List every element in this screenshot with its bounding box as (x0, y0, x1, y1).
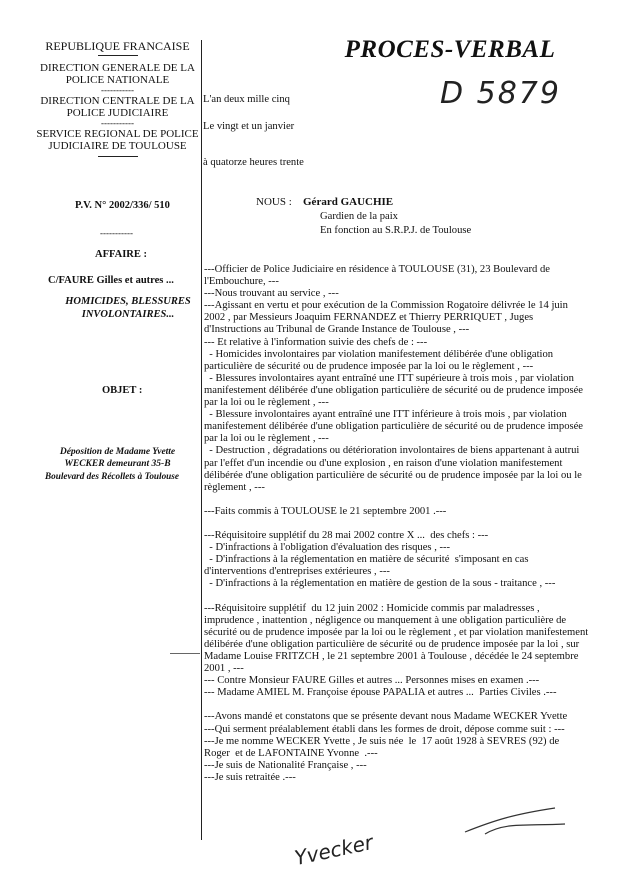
body-line: délibérée d'une obligation particulière de sécurité ou de prudence imposée par la loi , sur (204, 638, 580, 650)
direction-generale-1: DIRECTION GENERALE DE LA (40, 62, 195, 74)
body-line: - D'infractions à l'obligation d'évaluation des risques , --- (204, 542, 451, 554)
body-line: - D'infractions à la réglementation en matière de gestion de la sous - traitance , --- (204, 578, 556, 590)
body-line (204, 494, 604, 506)
separator-dashes: ----------- (101, 118, 134, 128)
affaire-type-2: INVOLONTAIRES... (81, 309, 175, 320)
officer-signature-scribble (455, 800, 575, 840)
body-line: ---Agissant en vertu et pour exécution de la Commission Rogatoire délivrée le 14 juin (204, 300, 568, 312)
body-line: d'Instructions au Tribunal de Grande Instance de Toulouse , --- (204, 324, 470, 336)
body-line: par la loi ou le règlement , --- (204, 397, 329, 409)
body-line: par la loi ou le règlement , --- (204, 433, 329, 445)
affaire-label: AFFAIRE : (95, 249, 148, 260)
body-line (204, 591, 604, 603)
nous-label: NOUS : (256, 196, 292, 208)
body-line: manifestement délibérée d'une obligation particulière de sécurité ou de prudence imposée (204, 421, 584, 433)
body-line: ---Officier de Police Judiciaire en résidence à TOULOUSE (31), 23 Boulevard de (204, 264, 550, 275)
body-line: - Homicides involontaires par violation manifestement délibérée d'une obligation (204, 348, 554, 360)
body-line: --- Et relative à l'information suivie des chefs de : --- (204, 336, 428, 348)
direction-centrale-1: DIRECTION CENTRALE DE LA (40, 95, 195, 107)
officer-function: En fonction au S.R.P.J. de Toulouse (320, 225, 472, 236)
body-line: ---Faits commis à TOULOUSE le 21 septembre 2001 .--- (204, 505, 447, 517)
body-line: l'Embouchure, --- (204, 276, 279, 288)
body-line: 2002 , par Messieurs Joaquim FERNANDEZ et Thierry PERRIQUET , Juges (204, 312, 534, 324)
separator-dashes: ----------- (101, 85, 134, 95)
body-line (204, 699, 604, 711)
body-line: --- Madame AMIEL M. Françoise épouse PAPALIA et autres ... Parties Civiles .--- (204, 687, 557, 699)
affaire-name: C/FAURE Gilles et autres ... (48, 275, 174, 286)
body-text (204, 264, 604, 784)
signature: Yvecker (292, 830, 376, 870)
body-line: ---Je me nomme WECKER Yvette , Je suis née le 17 août 1928 à SEVRES (92) de (204, 735, 560, 747)
body-line: Madame Louise FRITZCH , le 21 septembre 2001 à Toulouse , décédée le 24 septembre (204, 651, 579, 662)
body-line: règlement , --- (204, 481, 265, 493)
body-line: imprudence , inattention , négligence ou manquement à une obligation particulière de (204, 614, 567, 626)
officer-rank: Gardien de la paix (320, 211, 398, 222)
affaire-type-1: HOMICIDES, BLESSURES (65, 296, 191, 307)
service-2: JUDICIAIRE DE TOULOUSE (48, 140, 187, 152)
body-line: ---Réquisitoire supplétif du 28 mai 2002 contre X ... des chefs : --- (204, 530, 489, 542)
objet-line-3: Boulevard des Récollets à Toulouse (45, 471, 179, 481)
service-1: SERVICE REGIONAL DE POLICE (36, 128, 199, 140)
republic-label: REPUBLIQUE FRANCAISE (45, 39, 190, 53)
body-line: ---Avons mandé et constatons que se présente devant nous Madame WECKER Yvette (204, 711, 568, 723)
pv-number: P.V. N° 2002/336/ 510 (75, 200, 170, 211)
left-header (30, 40, 205, 161)
body-line: ---Qui serment préalablement établi dans les formes de droit, dépose comme suit : --- (204, 723, 565, 735)
body-line: d'interventions d'entreprises extérieures , --- (204, 566, 390, 578)
body-line (204, 518, 604, 530)
body-line: - Destruction , dégradations ou détérioration involontaires de biens appartenant à autrui (204, 445, 580, 457)
body-line: particulière de sécurité ou de prudence imposée par la loi ou le règlement , --- (204, 360, 534, 372)
body-line: - Blessures involontaires ayant entraîné une ITT supérieure à trois mois , par violation (204, 372, 574, 384)
body-line: sécurité ou de prudence imposée par la loi ou le règlement , et par violation manifestement (204, 626, 589, 638)
date-time: à quatorze heures trente (203, 157, 304, 168)
direction-generale-2: POLICE NATIONALE (65, 74, 170, 86)
body-line: - Blessure involontaires ayant entraîné une ITT inférieure à trois mois , par violation (204, 409, 567, 421)
body-line: Roger et de LAFONTAINE Yvonne .--- (204, 747, 378, 759)
officer-name: Gérard GAUCHIE (303, 196, 394, 208)
body-line: manifestement délibérée d'une obligation particulière de sécurité ou de prudence imposée (204, 384, 584, 396)
objet-line-1: Déposition de Madame Yvette (59, 447, 176, 457)
objet-line-2: WECKER demeurant 35-B (64, 459, 171, 469)
body-line: 2001 , --- (204, 663, 244, 675)
body-line: par l'effet d'un incendie ou d'une explosion , en raison d'une violation manifestement (204, 457, 563, 469)
body-line: ---Réquisitoire supplétif du 12 juin 2002 : Homicide commis par maladresses , (204, 602, 540, 614)
margin-mark (170, 653, 200, 654)
objet-label: OBJET : (102, 385, 143, 396)
page-title: PROCES-VERBAL (344, 36, 556, 63)
body-line: délibérée d'une obligation particulière de sécurité ou de prudence imposée par la loi ou le (204, 469, 582, 481)
separator (98, 55, 138, 56)
separator (98, 156, 138, 157)
body-line: - D'infractions à la réglementation en matière de sécurité s'imposant en cas (204, 554, 529, 566)
pv-separator: ----------- (100, 228, 133, 238)
date-day: Le vingt et un janvier (203, 121, 295, 132)
body-line: ---Je suis de Nationalité Française , --- (204, 759, 367, 771)
body-line: ---Nous trouvant au service , --- (204, 288, 339, 300)
body-line: --- Contre Monsieur FAURE Gilles et autres ... Personnes mises en examen .--- (204, 675, 540, 687)
direction-centrale-2: POLICE JUDICIAIRE (66, 107, 169, 119)
stamp-number: D 5879 (440, 76, 561, 111)
body-line: ---Je suis retraitée .--- (204, 771, 296, 783)
date-year: L'an deux mille cinq (203, 94, 290, 105)
